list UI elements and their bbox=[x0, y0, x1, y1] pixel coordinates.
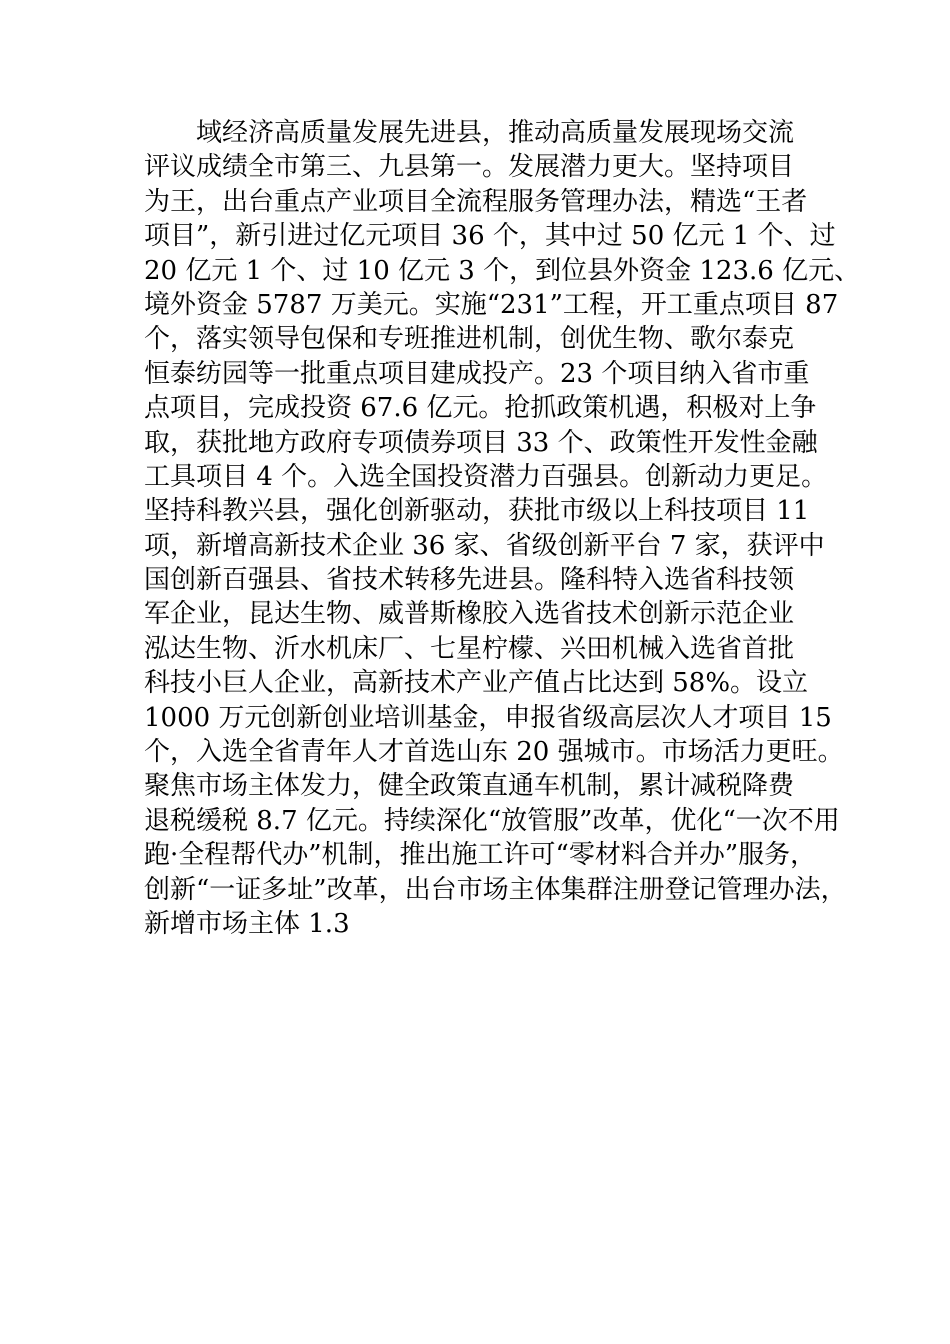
text-line: 创新“一证多址”改革，出台市场主体集群注册登记管理办法， bbox=[144, 874, 847, 905]
text-line: 个，落实领导包保和专班推进机制，创优生物、歌尔泰克 bbox=[144, 324, 795, 355]
text-line: 退税缓税 8.7 亿元。持续深化“放管服”改革，优化“一次不用 bbox=[144, 805, 840, 836]
text-line: 点项目，完成投资 67.6 亿元。抢抓政策机遇，积极对上争 bbox=[144, 393, 817, 424]
text-line: 评议成绩全市第三、九县第一。发展潜力更大。坚持项目 bbox=[144, 152, 795, 183]
text-line: 1000 万元创新创业培训基金，申报省级高层次人才项目 15 bbox=[144, 702, 832, 733]
text-line: 为王，出台重点产业项目全流程服务管理办法，精选“王者 bbox=[144, 186, 808, 217]
text-line: 项目”，新引进过亿元项目 36 个，其中过 50 亿元 1 个、过 bbox=[144, 221, 836, 252]
text-line: 国创新百强县、省技术转移先进县。隆科特入选省科技领 bbox=[144, 565, 795, 596]
text-line: 恒泰纺园等一批重点项目建成投产。23 个项目纳入省市重 bbox=[144, 358, 810, 389]
body-paragraph bbox=[144, 116, 861, 941]
text-line: 跑·全程帮代办”机制，推出施工许可“零材料合并办”服务， bbox=[144, 840, 817, 871]
text-line: 坚持科教兴县，强化创新驱动，获批市级以上科技项目 11 bbox=[144, 496, 810, 527]
text-line: 科技小巨人企业，高新技术产业产值占比达到 58%。设立 bbox=[144, 668, 809, 699]
text-line: 军企业，昆达生物、威普斯橡胶入选省技术创新示范企业 bbox=[144, 599, 795, 630]
text-line: 聚焦市场主体发力，健全政策直通车机制，累计减税降费 bbox=[144, 771, 795, 802]
text-line: 域经济高质量发展先进县，推动高质量发展现场交流 bbox=[196, 118, 795, 148]
text-line: 20 亿元 1 个、过 10 亿元 3 个，到位县外资金 123.6 亿元、 bbox=[144, 255, 861, 286]
text-line: 新增市场主体 1.3 bbox=[144, 908, 350, 939]
text-line: 取，获批地方政府专项债券项目 33 个、政策性开发性金融 bbox=[144, 427, 818, 458]
text-line: 项，新增高新技术企业 36 家、省级创新平台 7 家，获评中 bbox=[144, 530, 825, 561]
text-line: 泓达生物、沂水机床厂、七星柠檬、兴田机械入选省首批 bbox=[144, 633, 795, 664]
text-line: 个，入选全省青年人才首选山东 20 强城市。市场活力更旺。 bbox=[144, 737, 844, 768]
text-line: 工具项目 4 个。入选全国投资潜力百强县。创新动力更足。 bbox=[144, 461, 828, 492]
text-line: 境外资金 5787 万美元。实施“231”工程，开工重点项目 87 bbox=[144, 289, 839, 320]
